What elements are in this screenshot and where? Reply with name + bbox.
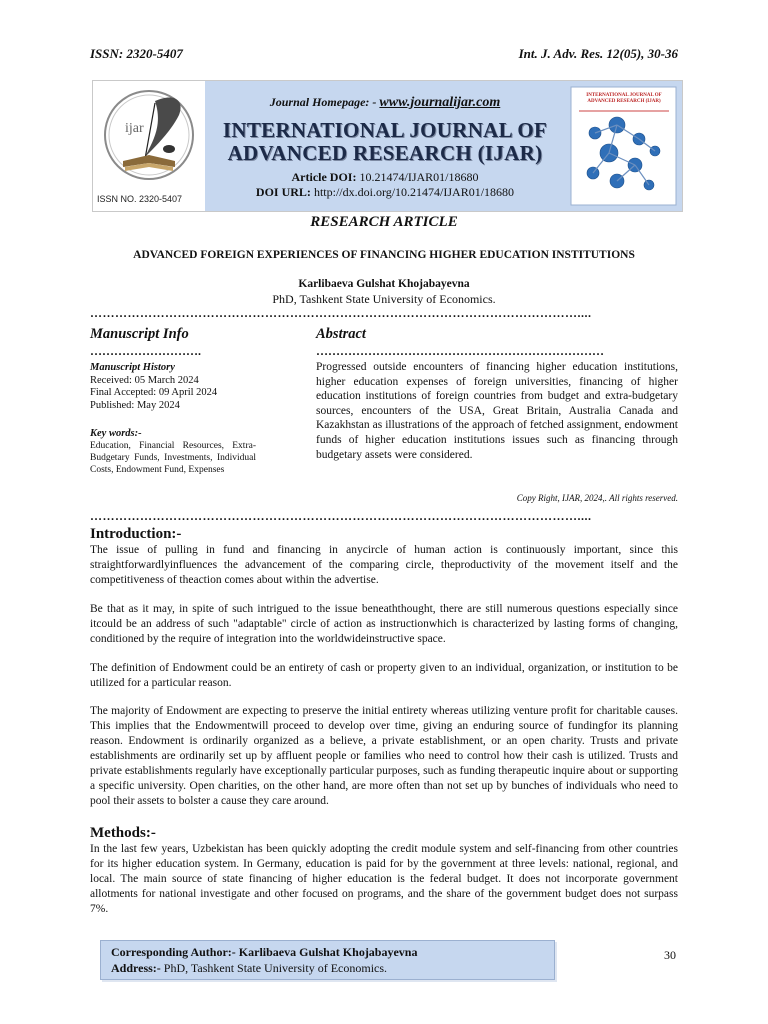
manuscript-info-heading: Manuscript Info	[90, 326, 189, 342]
introduction-heading: Introduction:-	[90, 526, 182, 542]
journal-title-line2: ADVANCED RESEARCH (IJAR)	[227, 141, 543, 165]
article-type: RESEARCH ARTICLE	[310, 214, 458, 230]
journal-logo	[93, 81, 205, 211]
journal-banner	[92, 80, 683, 212]
separator-top: ………………………………………………………………………………………………………....	[90, 306, 592, 320]
intro-paragraph-1: The issue of pulling in fund and financing in anycircle of human action is continuously important, since this straightforwardlyinfluences the advancement of the comparing circle, theproductivity of the movement itself and the competitiveness of theaction comes about within the advertise.	[90, 544, 678, 586]
abstract-text: Progressed outside encounters of financing higher education institutions, higher education expenses of foreign universities, financing of higher education institutions of foreign countries from budget and extra-budgetary sources, encounters of the USA, Great Britain, Australia Canada and Kazakhstan as illustrations of the approach of fetched assignment, endowment funds of higher education institutions issues such as financing through budgetary assets were considered.	[316, 361, 678, 461]
doi-block	[205, 170, 565, 200]
journal-cover	[565, 81, 682, 211]
running-header-citation: Int. J. Adv. Res. 12(05), 30-36	[518, 46, 678, 61]
published-date: Published: May 2024	[90, 399, 180, 411]
copyright-notice: Copy Right, IJAR, 2024,. All rights reserved.	[516, 493, 678, 503]
page-number: 30	[664, 948, 676, 962]
author-name: Karlibaeva Gulshat Khojabayevna	[298, 278, 470, 290]
running-header-issn: ISSN: 2320-5407	[90, 46, 183, 61]
cover-title: INTERNATIONAL JOURNAL OF ADVANCED RESEARCH (IJAR)	[586, 93, 662, 104]
accepted-date: Final Accepted: 09 April 2024	[90, 387, 218, 398]
intro-paragraph-3: The definition of Endowment could be an entirety of cash or property given to an individual, organization, or institution to be utilized for a particular reason.	[90, 662, 678, 689]
author-affiliation: PhD, Tashkent State University of Economics.	[272, 292, 496, 306]
running-header	[90, 46, 678, 62]
corresponding-author-box	[100, 940, 555, 980]
received-date: Received: 05 March 2024	[90, 374, 199, 386]
doi-label: Article DOI:	[291, 170, 357, 184]
methods-paragraph-1: In the last few years, Uzbekistan has been quickly adopting the credit module system and self-financing from other countries for its higher education system. In Germany, education is paid for by the government at three levels: national, regional, and local. The main source of state financing of higher education is the federal budget. It does not incorporate government allotments for national investigate and other focused on programs, and the share of the government budget does not surpass 7%.	[90, 843, 678, 915]
article-title: ADVANCED FOREIGN EXPERIENCES OF FINANCING HIGHER EDUCATION INSTITUTIONS	[133, 249, 635, 261]
keywords-block	[90, 428, 256, 476]
manuscript-dots: ……………………….	[90, 344, 201, 358]
corresponding-label: Corresponding Author:-	[111, 945, 236, 959]
corresponding-name: Karlibaeva Gulshat Khojabayevna	[238, 945, 418, 959]
intro-paragraph-2: Be that as it may, in spite of such intrigued to the issue beneaththought, there are still numerous questions especially since itcould be an address of such "adaptable" circle of action as instructionwhich is characterized by lasting forms of changing, conditioned by the require of integration into the worldwideinstructive space.	[90, 603, 678, 645]
separator-bottom: ………………………………………………………………………………………………………....	[90, 509, 592, 523]
journal-title	[205, 119, 565, 165]
journal-title-line1: INTERNATIONAL JOURNAL OF	[222, 118, 548, 142]
intro-paragraph-4: The majority of Endowment are expecting to preserve the initial entirety whereas utilizing venture profit for charitable causes. This implies that the Endowmentwill proceed to develop over time, giving an enduring source of fundingfor its planning reason. Endowment is ordinarily organized as a believe, a private establishment, or an open charity. Trusts and private establishments are ordinarily set up by affluent people or families who need to control how their cash is utilized. Trusts and private establishments regularly have exceptionally particular purposes, such as funding therapeutic inquire about or supporting a specific university. Open charities, on the other hand, are more often than not set up by bunches of individuals who need to pool their assets to bolster a cause they care around.	[90, 705, 678, 807]
banner-center	[205, 81, 565, 211]
doi-url-label: DOI URL:	[255, 185, 311, 199]
keywords-list: Education, Financial Resources, Extra-Budgetary Funds, Investments, Individual Costs, Endowment Fund, Expenses	[90, 441, 256, 475]
address-label: Address:-	[111, 961, 161, 975]
keywords-heading: Key words:-	[90, 428, 142, 439]
logo-text: ijar	[125, 121, 144, 136]
methods-heading: Methods:-	[90, 825, 156, 841]
address-value: PhD, Tashkent State University of Economics.	[163, 961, 388, 975]
abstract-dots: ………………………………………………………………	[316, 344, 604, 358]
doi-url-link[interactable]: http://dx.doi.org/10.21474/IJAR01/18680	[313, 185, 515, 199]
homepage-link[interactable]: www.journalijar.com	[379, 95, 501, 110]
quill-logo-icon	[93, 81, 205, 211]
logo-issn: ISSN NO. 2320-5407	[97, 194, 183, 204]
abstract-heading: Abstract	[316, 326, 366, 342]
history-heading: Manuscript History	[90, 362, 175, 373]
homepage-label: Journal Homepage: -	[269, 95, 377, 109]
doi-value: 10.21474/IJAR01/18680	[359, 170, 479, 184]
journal-homepage	[205, 95, 565, 111]
manuscript-history	[90, 362, 260, 412]
